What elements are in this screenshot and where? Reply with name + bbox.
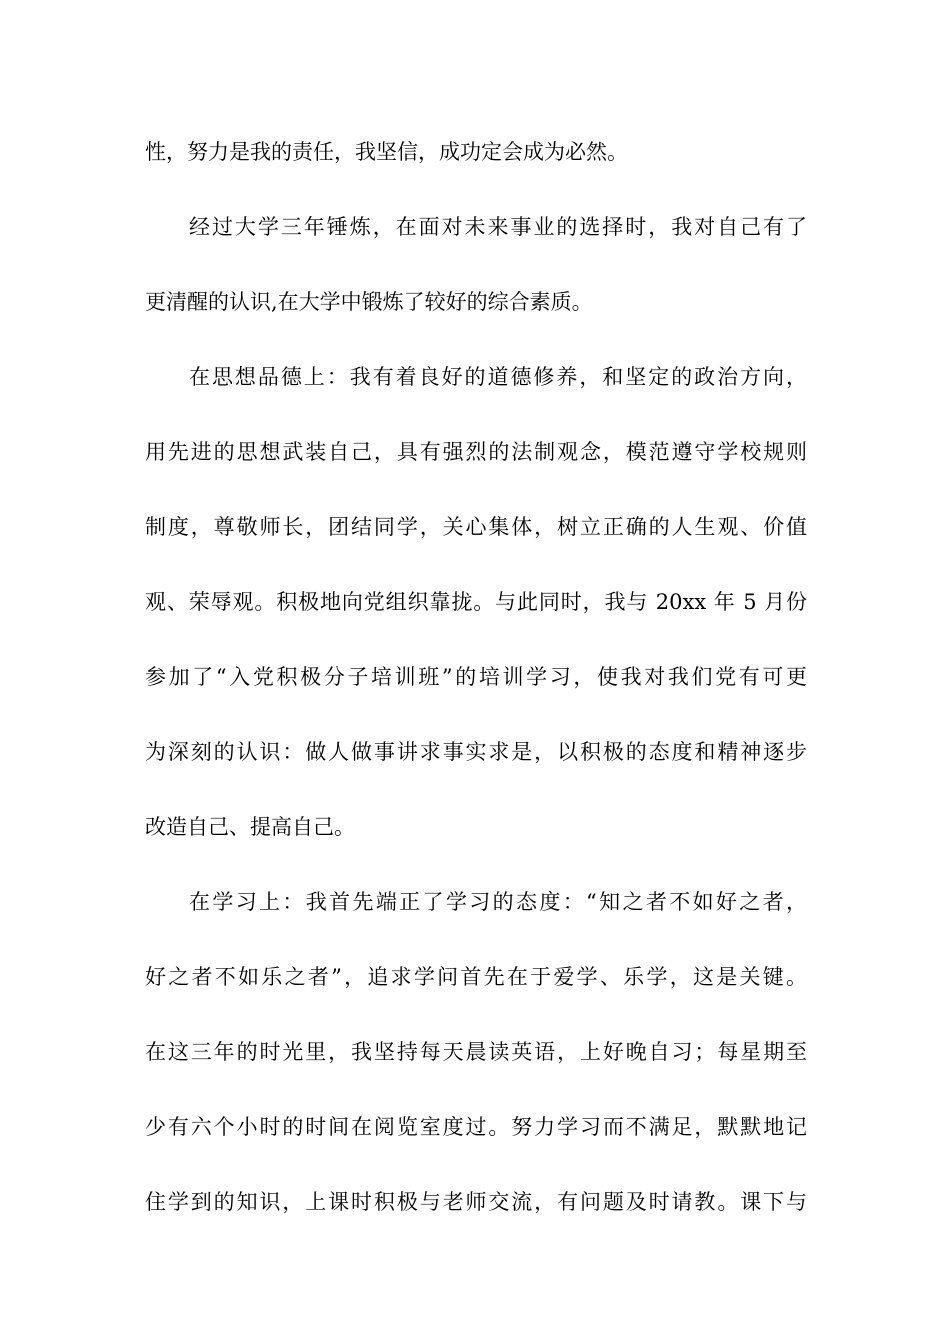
paragraph-first-line: 在学习上：我首先端正了学习的态度：“知之者不如好之者， (189, 890, 807, 914)
text-line: 观、荣辱观。积极地向党组织靠拢。与此同时，我与 20xx 年 5 月份 (145, 590, 807, 614)
text-line: 在这三年的时光里，我坚持每天晨读英语，上好晚自习；每星期至 (145, 1040, 807, 1064)
text-line: 为深刻的认识：做人做事讲求事实求是，以积极的态度和精神逐步 (145, 740, 807, 764)
text-line: 少有六个小时的时间在阅览室度过。努力学习而不满足，默默地记 (145, 1115, 807, 1139)
text-line: 更清醒的认识,在大学中锻炼了较好的综合素质。 (145, 290, 593, 314)
text-line: 用先进的思想武装自己，具有强烈的法制观念，模范遵守学校规则 (145, 440, 807, 464)
text-line: 性，努力是我的责任，我坚信，成功定会成为必然。 (145, 140, 628, 164)
text-line: 改造自己、提高自己。 (145, 815, 355, 839)
text-line: 制度，尊敬师长，团结同学，关心集体，树立正确的人生观、价值 (145, 515, 807, 539)
paragraph-first-line: 经过大学三年锤炼，在面对未来事业的选择时，我对自己有了 (189, 215, 807, 239)
text-line: 好之者不如乐之者”，追求学问首先在于爱学、乐学，这是关键。 (145, 965, 807, 989)
text-line: 参加了“入党积极分子培训班”的培训学习，使我对我们党有可更 (145, 665, 807, 689)
paragraph-first-line: 在思想品德上：我有着良好的道德修养，和坚定的政治方向， (189, 365, 807, 389)
text-line: 住学到的知识，上课时积极与老师交流，有问题及时请教。课下与 (145, 1190, 807, 1214)
